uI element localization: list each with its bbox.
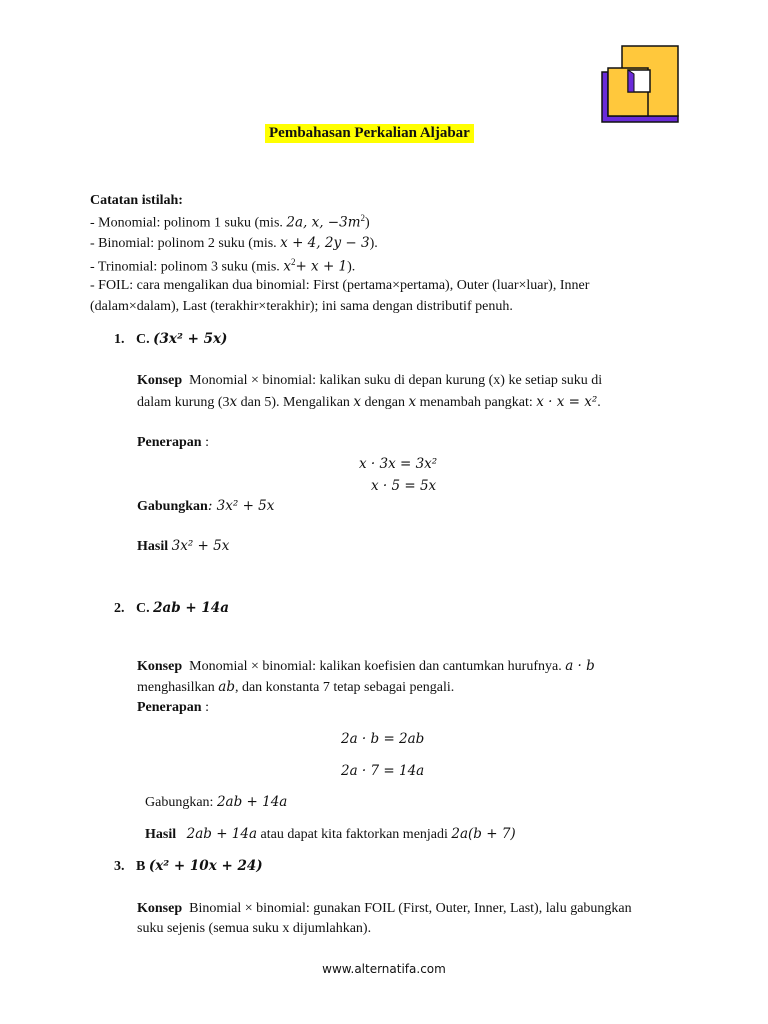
q2-hasil-math: 2ab + 14a: [186, 826, 258, 842]
q2-equation-1: 2a · b = 2ab: [341, 731, 425, 747]
q3-konsep-line1: [137, 901, 632, 917]
notes-trinomial-sup: 2: [290, 257, 296, 267]
q2-konsep-text2a: menghasilkan: [137, 680, 219, 695]
q1-konsep-line1: [137, 373, 602, 389]
q2-number: 2.: [114, 601, 125, 616]
q1-gabungkan-label: Gabungkan: [137, 499, 208, 514]
q1-hasil: [137, 538, 229, 555]
notes-monomial-math: 2a, x, −3m: [286, 214, 361, 231]
notes-trinomial-math1: x: [283, 258, 291, 275]
q2-gabungkan: [145, 794, 287, 811]
q2-heading: [114, 600, 229, 617]
q1-penerapan-colon: :: [201, 435, 209, 450]
q1-gabungkan-value: : 3x² + 5x: [207, 498, 275, 514]
q2-answer-math: 2ab + 14a: [153, 600, 229, 616]
q2-penerapan: [137, 700, 209, 716]
q1-konsep-text2e: .: [597, 395, 601, 410]
q1-equation-2: x · 5 = 5x: [371, 478, 437, 494]
q2-hasil-label: Hasil: [145, 827, 177, 842]
q1-hasil-value: 3x² + 5x: [171, 538, 230, 554]
q1-heading: [114, 331, 227, 348]
q3-konsep-line2: suku sejenis (semua suku x dijumlahkan).: [137, 921, 372, 936]
q2-penerapan-label: Penerapan: [137, 700, 202, 715]
notes-trinomial: [90, 257, 355, 276]
notes-binomial-math: x + 4, 2y − 3: [280, 235, 370, 251]
notes-foil-line2: (dalam×dalam), Last (terakhir×terakhir); ini sama dengan distributif penuh.: [90, 299, 513, 314]
q1-konsep-text2d: menambah pangkat:: [416, 395, 537, 410]
notes-binomial-text: - Binomial: polinom 2 suku (mis.: [90, 236, 281, 251]
notes-trinomial-text: - Trinomial: polinom 3 suku (mis.: [90, 259, 284, 275]
q2-hasil-text: atau dapat kita faktorkan menjadi: [257, 827, 452, 842]
q1-konsep-math3: x: [408, 394, 417, 410]
q1-konsep-text2b: dan 5). Mengalikan: [237, 395, 354, 410]
notes-foil-line1: - FOIL: cara mengalikan dua binomial: First (pertama×pertama), Outer (luar×luar), Inner: [90, 278, 590, 293]
q1-penerapan-label: Penerapan: [137, 435, 202, 450]
q2-konsep-label: Konsep: [137, 659, 183, 674]
q1-konsep-label: Konsep: [137, 373, 183, 388]
q2-hasil: [145, 826, 516, 843]
notes-trinomial-end: ).: [347, 259, 356, 275]
q1-answer-letter: C.: [136, 332, 150, 347]
page-title: Pembahasan Perkalian Aljabar: [265, 124, 474, 143]
q2-gabungkan-math: 2ab + 14a: [216, 794, 288, 810]
q2-penerapan-colon: :: [201, 700, 209, 715]
q1-penerapan: [137, 435, 209, 451]
q2-hasil-math2: 2a(b + 7): [451, 826, 516, 842]
notes-monomial-text: - Monomial: polinom 1 suku (mis.: [90, 215, 287, 231]
q1-konsep-math4: x · x = x²: [536, 394, 598, 410]
q2-equation-2: 2a · 7 = 14a: [341, 763, 425, 779]
alternatifa-logo-icon: [598, 44, 680, 126]
notes-binomial: [90, 235, 378, 252]
notes-heading: Catatan istilah:: [90, 193, 183, 208]
q1-konsep-line2: [137, 394, 601, 411]
q1-hasil-label: Hasil: [137, 539, 169, 554]
q2-konsep-line2: [137, 679, 454, 696]
q2-gabungkan-text: Gabungkan:: [145, 795, 217, 810]
q3-answer-letter: B: [136, 859, 146, 874]
q3-answer-math: (x² + 10x + 24): [148, 858, 263, 874]
q1-konsep-text1: Monomial × binomial: kalikan suku di depan kurung (x) ke setiap suku di: [189, 373, 603, 388]
q2-konsep-line1: [137, 658, 595, 675]
q2-konsep-text1: Monomial × binomial: kalikan koefisien dan cantumkan hurufnya.: [189, 659, 566, 674]
q3-number: 3.: [114, 859, 125, 874]
notes-trinomial-math2: + x + 1: [295, 258, 348, 275]
footer-url: www.alternatifa.com: [322, 962, 446, 976]
q2-konsep-math1: a · b: [565, 658, 595, 674]
notes-monomial-end: ): [365, 215, 370, 231]
q1-gabungkan: [137, 498, 274, 515]
q3-konsep-label: Konsep: [137, 901, 183, 916]
notes-binomial-end: ).: [369, 236, 378, 251]
q1-konsep-text2a: dalam kurung (3: [137, 395, 230, 410]
q1-konsep-math2: x: [353, 394, 362, 410]
q1-equation-1: x · 3x = 3x²: [359, 456, 438, 472]
q2-konsep-math2: ab: [218, 679, 235, 695]
q2-konsep-text2b: , dan konstanta 7 tetap sebagai pengali.: [234, 680, 455, 695]
q1-number: 1.: [114, 332, 125, 347]
q3-konsep-text1: Binomial × binomial: gunakan FOIL (First, Outer, Inner, Last), lalu gabungkan: [189, 901, 632, 916]
q1-konsep-math1: x: [229, 394, 238, 410]
q2-answer-letter: C.: [136, 601, 150, 616]
notes-monomial-sup: 2: [360, 213, 366, 223]
q1-answer-math: (3x² + 5x): [153, 331, 228, 347]
notes-monomial: [90, 213, 370, 232]
q1-konsep-text2c: dengan: [361, 395, 409, 410]
q3-heading: [114, 858, 263, 875]
